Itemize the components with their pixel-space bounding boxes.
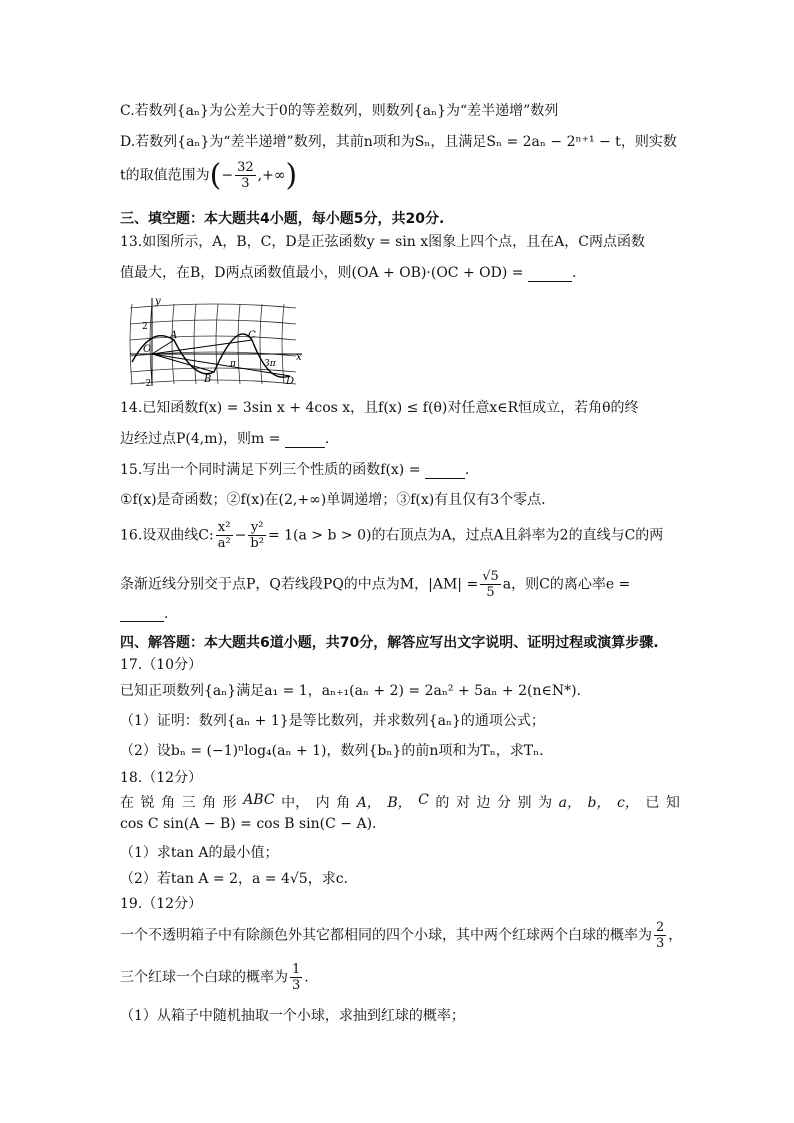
q18-char: 锐 — [140, 795, 155, 811]
q16-line3: . — [120, 606, 168, 622]
q18-char: 分 — [497, 795, 512, 811]
option-d-line2: t的取值范围为(− $\frac{32}{3}$ ,+∞) — [120, 158, 298, 193]
point-d-label: D — [286, 376, 295, 387]
q14-line1: 14.已知函数f(x) = 3sin x + 4cos x，且f(x) ≤ f(θ)对任意x∈R恒成立，若角θ的终 — [120, 400, 639, 416]
q18-char: 中， — [281, 795, 310, 811]
q18-char: 对 — [455, 795, 470, 811]
q16-line2 — [120, 569, 630, 600]
option-d-text3: ,+∞ — [257, 167, 286, 184]
fraction: $\frac{32}{3}$ — [237, 160, 254, 191]
q18-part1: （1）求tan A的最小值； — [120, 845, 279, 861]
q18-char: 在 — [120, 795, 134, 811]
q18-char: 形 — [222, 795, 237, 811]
q15-text1: 15.写出一个同时满足下列三个性质的函数f(x) = — [120, 462, 425, 478]
q18-char: 三 — [181, 795, 196, 811]
tick-neg2: −2 — [138, 379, 152, 388]
q14-line2: 边经过点P(4,m)，则m = . — [120, 431, 330, 447]
q13-text2: 值最大，在B，D两点函数值最小，则(OA + OB)·(OC + OD) = — [120, 265, 528, 281]
fraction: $\frac{√5}{5}$ — [482, 569, 499, 600]
q18-char: c， — [617, 795, 639, 811]
q19-line1: 一个不透明箱子中有除颜色外其它都相同的四个小球，其中两个红球两个白球的概率为 $\frac{2}{3}$ ， — [120, 920, 683, 951]
q17-part2: （2）设bₙ = (−1)ⁿlog₄(aₙ + 1)，数列{bₙ}的前n项和为Tₙ，求Tₙ. — [120, 743, 544, 759]
origin-label: O — [143, 344, 152, 355]
q18-char: 知 — [665, 795, 680, 811]
option-d-line1 — [120, 131, 677, 151]
q18-char: a， — [558, 795, 581, 811]
answer-blank — [425, 464, 465, 479]
q19-line2: 三个红球一个白球的概率为 $\frac{1}{3}$ . — [120, 962, 309, 993]
q13-line2: 值最大，在B，D两点函数值最小，则(OA + OB)·(OC + OD) = . — [120, 265, 577, 281]
q18-char: 别 — [517, 795, 532, 811]
q18-char: B， — [387, 795, 412, 811]
q18-part2: （2）若tan A = 2，a = 4√5，求c. — [120, 871, 348, 887]
q16-line1 — [120, 520, 663, 551]
fraction: $\frac{\text{y²}}{\text{b²}}$ — [250, 520, 264, 551]
q18-line2: cos C sin(A − B) = cos B sin(C − A). — [120, 816, 377, 832]
q16-text4: a，则C的离心率e = — [502, 576, 631, 593]
answer-blank — [285, 433, 325, 448]
q18-char: C — [418, 792, 429, 808]
fraction: $\frac{2}{3}$ — [656, 920, 665, 951]
q16-text3: 条渐近线分别交于点P，Q若线段PQ的中点为M，|AM| = — [120, 576, 479, 593]
tick-pi: π — [230, 359, 236, 369]
point-a-label: A — [170, 330, 178, 341]
option-d-text2: t的取值范围为 — [120, 167, 210, 184]
q18-line1 — [120, 792, 680, 812]
q16-text1: 16.设双曲线C: — [120, 527, 214, 544]
q18-char: 已 — [645, 795, 660, 811]
q19-text1: 一个不透明箱子中有除颜色外其它都相同的四个小球，其中两个红球两个白球的概率为 — [120, 927, 652, 944]
y-axis-label: y — [155, 296, 161, 307]
q18-heading: 18.（12分） — [120, 770, 203, 786]
answer-blank — [120, 607, 164, 622]
section-4-heading: 四、解答题：本大题共6道小题，共70分，解答应写出文字说明、证明过程或演算步骤. — [120, 635, 659, 651]
q19-text2: 三个红球一个白球的概率为 — [120, 969, 288, 986]
fraction: $\frac{1}{3}$ — [292, 962, 301, 993]
option-d-text1: D.若数列{aₙ}为“差半递增”数列，其前n项和为Sₙ，且满足Sₙ = 2aₙ − 2ⁿ⁺¹ − t，则实数 — [120, 134, 677, 150]
q19-part1: （1）从箱子中随机抽取一个小球，求抽到红球的概率； — [120, 1008, 465, 1024]
section-3-heading: 三、填空题：本大题共4小题，每小题5分，共20分. — [120, 211, 445, 227]
q18-char: 边 — [476, 795, 491, 811]
q17-line1: 已知正项数列{aₙ}满足a₁ = 1，aₙ₊₁(aₙ + 2) = 2aₙ² + 5aₙ + 2(n∈N*). — [120, 683, 582, 699]
q18-char: 角 — [202, 795, 217, 811]
q18-char: 内 — [315, 795, 330, 811]
x-axis-label: x — [296, 352, 302, 363]
tick-3pi: 3π — [264, 359, 276, 369]
point-b-label: B — [204, 374, 212, 385]
q18-char: A， — [356, 795, 381, 811]
q18-char: 为 — [538, 795, 553, 811]
q19-heading: 19.（12分） — [120, 896, 203, 912]
tick-2: 2 — [142, 322, 148, 332]
option-c — [120, 100, 558, 120]
q14-text2: 边经过点P(4,m)，则m = — [120, 431, 285, 447]
q18-char: 的 — [435, 795, 450, 811]
sine-graph — [126, 296, 304, 388]
q17-heading: 17.（10分） — [120, 657, 203, 673]
q15-line2: ①f(x)是奇函数；②f(x)在(2,+∞)单调递增；③f(x)有且仅有3个零点. — [120, 492, 546, 508]
option-c-text: C.若数列{aₙ}为公差大于0的等差数列，则数列{aₙ}为“差半递增”数列 — [120, 103, 559, 119]
q18-char: 角 — [161, 795, 176, 811]
minus-sign: − — [234, 527, 247, 544]
q16-text2: = 1(a > b > 0)的右顶点为A，过点A且斜率为2的直线与C的两 — [267, 527, 664, 544]
point-c-label: C — [248, 330, 256, 341]
q13-line1: 13.如图所示，A，B，C，D是正弦函数y = sin x图象上四个点，且在A，C两点函数 — [120, 234, 645, 250]
q17-part1: （1）证明：数列{aₙ + 1}是等比数列，并求数列{aₙ}的通项公式； — [120, 713, 545, 729]
answer-blank — [528, 267, 572, 282]
q15-line1: 15.写出一个同时满足下列三个性质的函数f(x) = . — [120, 462, 470, 478]
q18-char: b， — [587, 795, 611, 811]
q18-char: 角 — [336, 795, 351, 811]
q18-char: ABC — [243, 792, 275, 808]
fraction: $\frac{\text{x²}}{\text{a²}}$ — [217, 520, 231, 551]
